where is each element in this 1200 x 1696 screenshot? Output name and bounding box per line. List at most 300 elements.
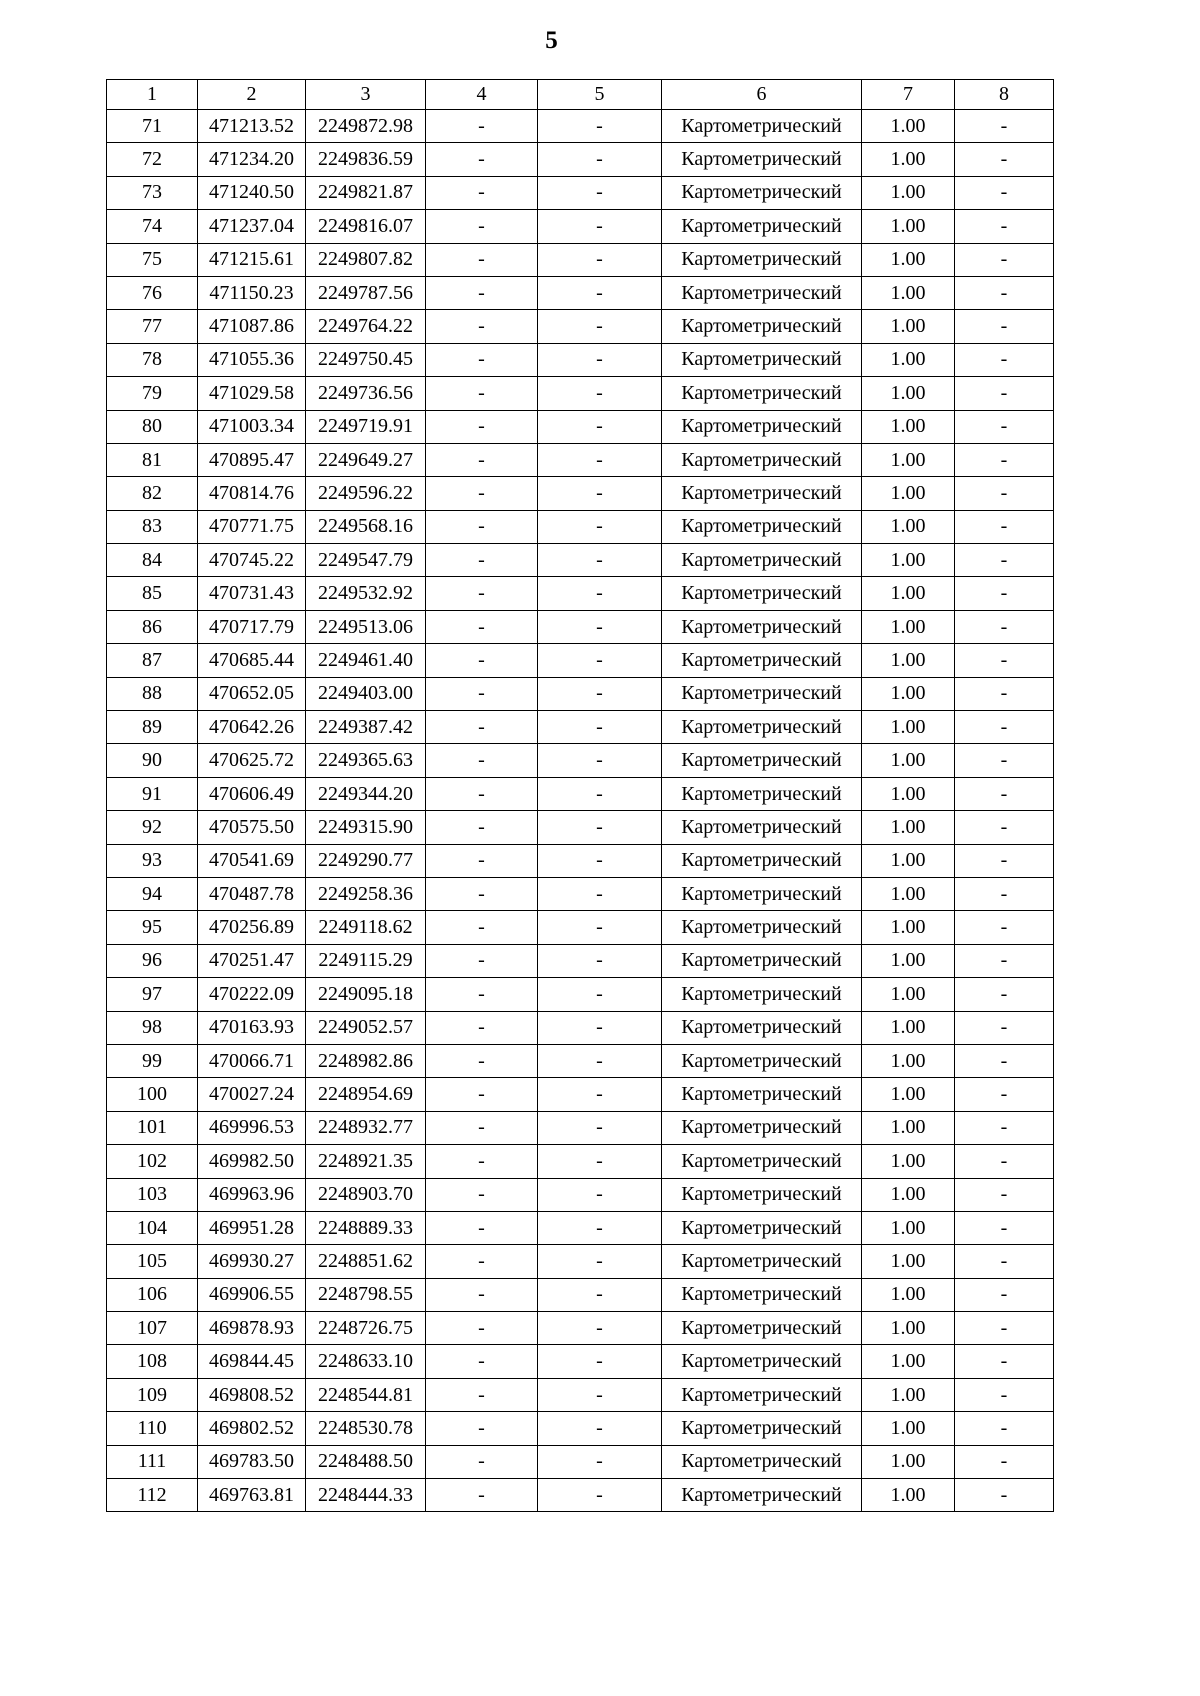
col8-cell: -	[955, 1211, 1054, 1244]
table-row	[107, 577, 1054, 610]
table-row	[107, 911, 1054, 944]
point-number-cell: 108	[107, 1345, 198, 1378]
method-cell: Картометрический	[662, 1211, 862, 1244]
point-number-cell: 90	[107, 744, 198, 777]
point-number-cell: 103	[107, 1178, 198, 1211]
point-number-cell: 82	[107, 477, 198, 510]
method-cell: Картометрический	[662, 1378, 862, 1411]
accuracy-cell: 1.00	[862, 1245, 955, 1278]
point-number-cell: 96	[107, 944, 198, 977]
point-number-cell: 95	[107, 911, 198, 944]
y-coordinate-cell: 2249513.06	[306, 610, 426, 643]
col5-cell: -	[538, 544, 662, 577]
col5-cell: -	[538, 1445, 662, 1478]
col8-cell: -	[955, 1278, 1054, 1311]
col5-cell: -	[538, 1245, 662, 1278]
x-coordinate-cell: 470771.75	[198, 510, 306, 543]
col4-cell: -	[426, 811, 538, 844]
y-coordinate-cell: 2248903.70	[306, 1178, 426, 1211]
col5-cell: -	[538, 811, 662, 844]
col5-cell: -	[538, 1479, 662, 1512]
point-number-cell: 102	[107, 1145, 198, 1178]
table-row	[107, 877, 1054, 910]
point-number-cell: 74	[107, 210, 198, 243]
col4-cell: -	[426, 1211, 538, 1244]
table-row	[107, 711, 1054, 744]
col4-cell: -	[426, 1378, 538, 1411]
col4-cell: -	[426, 143, 538, 176]
accuracy-cell: 1.00	[862, 210, 955, 243]
y-coordinate-cell: 2249547.79	[306, 544, 426, 577]
accuracy-cell: 1.00	[862, 176, 955, 209]
table-row	[107, 1111, 1054, 1144]
x-coordinate-cell: 469951.28	[198, 1211, 306, 1244]
y-coordinate-cell: 2249290.77	[306, 844, 426, 877]
x-coordinate-cell: 470606.49	[198, 777, 306, 810]
col5-cell: -	[538, 744, 662, 777]
point-number-cell: 84	[107, 544, 198, 577]
y-coordinate-cell: 2249365.63	[306, 744, 426, 777]
table-row	[107, 644, 1054, 677]
table-row	[107, 777, 1054, 810]
col5-cell: -	[538, 610, 662, 643]
col8-cell: -	[955, 944, 1054, 977]
point-number-cell: 83	[107, 510, 198, 543]
accuracy-cell: 1.00	[862, 978, 955, 1011]
table-row	[107, 1245, 1054, 1278]
col8-cell: -	[955, 110, 1054, 143]
table-row	[107, 844, 1054, 877]
table-row	[107, 510, 1054, 543]
y-coordinate-cell: 2249095.18	[306, 978, 426, 1011]
col4-cell: -	[426, 544, 538, 577]
point-number-cell: 72	[107, 143, 198, 176]
col5-cell: -	[538, 1312, 662, 1345]
col5-cell: -	[538, 143, 662, 176]
table-row	[107, 610, 1054, 643]
method-cell: Картометрический	[662, 410, 862, 443]
method-cell: Картометрический	[662, 110, 862, 143]
table-row	[107, 377, 1054, 410]
col4-cell: -	[426, 377, 538, 410]
col8-cell: -	[955, 1044, 1054, 1077]
col8-cell: -	[955, 1178, 1054, 1211]
col5-cell: -	[538, 1111, 662, 1144]
x-coordinate-cell: 471237.04	[198, 210, 306, 243]
x-coordinate-cell: 470251.47	[198, 944, 306, 977]
col8-cell: -	[955, 777, 1054, 810]
col5-cell: -	[538, 410, 662, 443]
x-coordinate-cell: 470745.22	[198, 544, 306, 577]
table-row	[107, 176, 1054, 209]
point-number-cell: 107	[107, 1312, 198, 1345]
accuracy-cell: 1.00	[862, 143, 955, 176]
accuracy-cell: 1.00	[862, 1378, 955, 1411]
accuracy-cell: 1.00	[862, 1312, 955, 1345]
accuracy-cell: 1.00	[862, 777, 955, 810]
y-coordinate-cell: 2249764.22	[306, 310, 426, 343]
point-number-cell: 97	[107, 978, 198, 1011]
x-coordinate-cell: 471087.86	[198, 310, 306, 343]
col5-cell: -	[538, 711, 662, 744]
col4-cell: -	[426, 410, 538, 443]
y-coordinate-cell: 2248726.75	[306, 1312, 426, 1345]
table-row	[107, 1011, 1054, 1044]
coordinates-table	[106, 79, 1054, 1512]
y-coordinate-cell: 2248544.81	[306, 1378, 426, 1411]
method-cell: Картометрический	[662, 1044, 862, 1077]
method-cell: Картометрический	[662, 577, 862, 610]
method-cell: Картометрический	[662, 1312, 862, 1345]
y-coordinate-cell: 2248921.35	[306, 1145, 426, 1178]
col4-cell: -	[426, 110, 538, 143]
method-cell: Картометрический	[662, 477, 862, 510]
accuracy-cell: 1.00	[862, 877, 955, 910]
y-coordinate-cell: 2248932.77	[306, 1111, 426, 1144]
col5-cell: -	[538, 377, 662, 410]
y-coordinate-cell: 2249387.42	[306, 711, 426, 744]
method-cell: Картометрический	[662, 877, 862, 910]
header-col-point-number: 1	[107, 80, 198, 110]
col8-cell: -	[955, 1412, 1054, 1445]
accuracy-cell: 1.00	[862, 1178, 955, 1211]
method-cell: Картометрический	[662, 944, 862, 977]
col5-cell: -	[538, 1178, 662, 1211]
method-cell: Картометрический	[662, 143, 862, 176]
method-cell: Картометрический	[662, 1412, 862, 1445]
col8-cell: -	[955, 644, 1054, 677]
point-number-cell: 104	[107, 1211, 198, 1244]
x-coordinate-cell: 469996.53	[198, 1111, 306, 1144]
table-row	[107, 1278, 1054, 1311]
y-coordinate-cell: 2249787.56	[306, 276, 426, 309]
col4-cell: -	[426, 610, 538, 643]
table-row	[107, 811, 1054, 844]
col5-cell: -	[538, 978, 662, 1011]
col5-cell: -	[538, 510, 662, 543]
col4-cell: -	[426, 577, 538, 610]
accuracy-cell: 1.00	[862, 1011, 955, 1044]
method-cell: Картометрический	[662, 310, 862, 343]
accuracy-cell: 1.00	[862, 844, 955, 877]
col5-cell: -	[538, 443, 662, 476]
col5-cell: -	[538, 310, 662, 343]
x-coordinate-cell: 470163.93	[198, 1011, 306, 1044]
x-coordinate-cell: 470717.79	[198, 610, 306, 643]
point-number-cell: 94	[107, 877, 198, 910]
col5-cell: -	[538, 1211, 662, 1244]
y-coordinate-cell: 2249596.22	[306, 477, 426, 510]
table-row	[107, 544, 1054, 577]
accuracy-cell: 1.00	[862, 310, 955, 343]
col5-cell: -	[538, 844, 662, 877]
col4-cell: -	[426, 176, 538, 209]
col5-cell: -	[538, 276, 662, 309]
accuracy-cell: 1.00	[862, 443, 955, 476]
col8-cell: -	[955, 1445, 1054, 1478]
col4-cell: -	[426, 1412, 538, 1445]
col8-cell: -	[955, 911, 1054, 944]
x-coordinate-cell: 469802.52	[198, 1412, 306, 1445]
accuracy-cell: 1.00	[862, 343, 955, 376]
x-coordinate-cell: 469963.96	[198, 1178, 306, 1211]
method-cell: Картометрический	[662, 1145, 862, 1178]
point-number-cell: 87	[107, 644, 198, 677]
point-number-cell: 111	[107, 1445, 198, 1478]
x-coordinate-cell: 471029.58	[198, 377, 306, 410]
point-number-cell: 80	[107, 410, 198, 443]
col4-cell: -	[426, 911, 538, 944]
accuracy-cell: 1.00	[862, 677, 955, 710]
y-coordinate-cell: 2249403.00	[306, 677, 426, 710]
col4-cell: -	[426, 243, 538, 276]
col5-cell: -	[538, 877, 662, 910]
y-coordinate-cell: 2248851.62	[306, 1245, 426, 1278]
accuracy-cell: 1.00	[862, 1479, 955, 1512]
col8-cell: -	[955, 610, 1054, 643]
y-coordinate-cell: 2249821.87	[306, 176, 426, 209]
header-col-accuracy: 7	[862, 80, 955, 110]
method-cell: Картометрический	[662, 1111, 862, 1144]
col8-cell: -	[955, 577, 1054, 610]
col5-cell: -	[538, 243, 662, 276]
accuracy-cell: 1.00	[862, 644, 955, 677]
table-header-row	[107, 80, 1054, 110]
x-coordinate-cell: 470685.44	[198, 644, 306, 677]
method-cell: Картометрический	[662, 1345, 862, 1378]
col8-cell: -	[955, 510, 1054, 543]
point-number-cell: 91	[107, 777, 198, 810]
method-cell: Картометрический	[662, 711, 862, 744]
y-coordinate-cell: 2249719.91	[306, 410, 426, 443]
col8-cell: -	[955, 978, 1054, 1011]
method-cell: Картометрический	[662, 777, 862, 810]
method-cell: Картометрический	[662, 1445, 862, 1478]
col8-cell: -	[955, 1111, 1054, 1144]
col8-cell: -	[955, 1312, 1054, 1345]
x-coordinate-cell: 471213.52	[198, 110, 306, 143]
accuracy-cell: 1.00	[862, 410, 955, 443]
point-number-cell: 99	[107, 1044, 198, 1077]
col4-cell: -	[426, 1312, 538, 1345]
col8-cell: -	[955, 410, 1054, 443]
method-cell: Картометрический	[662, 978, 862, 1011]
col4-cell: -	[426, 1111, 538, 1144]
col5-cell: -	[538, 210, 662, 243]
point-number-cell: 105	[107, 1245, 198, 1278]
col8-cell: -	[955, 343, 1054, 376]
col4-cell: -	[426, 1011, 538, 1044]
y-coordinate-cell: 2248889.33	[306, 1211, 426, 1244]
col4-cell: -	[426, 777, 538, 810]
col8-cell: -	[955, 1345, 1054, 1378]
table-row	[107, 310, 1054, 343]
y-coordinate-cell: 2248444.33	[306, 1479, 426, 1512]
table-row	[107, 143, 1054, 176]
header-col-4: 4	[426, 80, 538, 110]
point-number-cell: 86	[107, 610, 198, 643]
y-coordinate-cell: 2248530.78	[306, 1412, 426, 1445]
accuracy-cell: 1.00	[862, 544, 955, 577]
col4-cell: -	[426, 1145, 538, 1178]
col8-cell: -	[955, 711, 1054, 744]
col5-cell: -	[538, 1345, 662, 1378]
col4-cell: -	[426, 343, 538, 376]
table-row	[107, 1445, 1054, 1478]
col5-cell: -	[538, 176, 662, 209]
x-coordinate-cell: 471003.34	[198, 410, 306, 443]
x-coordinate-cell: 471240.50	[198, 176, 306, 209]
col5-cell: -	[538, 777, 662, 810]
col8-cell: -	[955, 377, 1054, 410]
col8-cell: -	[955, 811, 1054, 844]
header-col-x: 2	[198, 80, 306, 110]
y-coordinate-cell: 2248954.69	[306, 1078, 426, 1111]
accuracy-cell: 1.00	[862, 1044, 955, 1077]
table-row	[107, 276, 1054, 309]
col4-cell: -	[426, 877, 538, 910]
table-row	[107, 1345, 1054, 1378]
col4-cell: -	[426, 1445, 538, 1478]
point-number-cell: 77	[107, 310, 198, 343]
method-cell: Картометрический	[662, 1479, 862, 1512]
accuracy-cell: 1.00	[862, 711, 955, 744]
accuracy-cell: 1.00	[862, 1412, 955, 1445]
col4-cell: -	[426, 1479, 538, 1512]
y-coordinate-cell: 2249568.16	[306, 510, 426, 543]
col5-cell: -	[538, 110, 662, 143]
col4-cell: -	[426, 1278, 538, 1311]
x-coordinate-cell: 470814.76	[198, 477, 306, 510]
point-number-cell: 101	[107, 1111, 198, 1144]
table-row	[107, 744, 1054, 777]
accuracy-cell: 1.00	[862, 1111, 955, 1144]
x-coordinate-cell: 471215.61	[198, 243, 306, 276]
y-coordinate-cell: 2249807.82	[306, 243, 426, 276]
col5-cell: -	[538, 1278, 662, 1311]
y-coordinate-cell: 2248488.50	[306, 1445, 426, 1478]
x-coordinate-cell: 470541.69	[198, 844, 306, 877]
x-coordinate-cell: 469844.45	[198, 1345, 306, 1378]
accuracy-cell: 1.00	[862, 1211, 955, 1244]
table-row	[107, 443, 1054, 476]
col8-cell: -	[955, 1145, 1054, 1178]
col4-cell: -	[426, 1178, 538, 1211]
col8-cell: -	[955, 1245, 1054, 1278]
x-coordinate-cell: 470066.71	[198, 1044, 306, 1077]
col5-cell: -	[538, 1412, 662, 1445]
accuracy-cell: 1.00	[862, 276, 955, 309]
point-number-cell: 71	[107, 110, 198, 143]
point-number-cell: 106	[107, 1278, 198, 1311]
method-cell: Картометрический	[662, 844, 862, 877]
col4-cell: -	[426, 644, 538, 677]
x-coordinate-cell: 469763.81	[198, 1479, 306, 1512]
table-row	[107, 1145, 1054, 1178]
method-cell: Картометрический	[662, 210, 862, 243]
x-coordinate-cell: 471055.36	[198, 343, 306, 376]
col4-cell: -	[426, 744, 538, 777]
accuracy-cell: 1.00	[862, 1278, 955, 1311]
table-row	[107, 343, 1054, 376]
table-row	[107, 1312, 1054, 1345]
point-number-cell: 92	[107, 811, 198, 844]
header-col-5: 5	[538, 80, 662, 110]
method-cell: Картометрический	[662, 1278, 862, 1311]
y-coordinate-cell: 2249052.57	[306, 1011, 426, 1044]
col8-cell: -	[955, 1479, 1054, 1512]
method-cell: Картометрический	[662, 510, 862, 543]
header-col-8: 8	[955, 80, 1054, 110]
col5-cell: -	[538, 911, 662, 944]
method-cell: Картометрический	[662, 1178, 862, 1211]
point-number-cell: 89	[107, 711, 198, 744]
table-row	[107, 1178, 1054, 1211]
y-coordinate-cell: 2249344.20	[306, 777, 426, 810]
header-col-y: 3	[306, 80, 426, 110]
accuracy-cell: 1.00	[862, 1445, 955, 1478]
x-coordinate-cell: 470256.89	[198, 911, 306, 944]
point-number-cell: 100	[107, 1078, 198, 1111]
page-number: 5	[545, 27, 558, 54]
col5-cell: -	[538, 477, 662, 510]
table-row	[107, 1479, 1054, 1512]
x-coordinate-cell: 469982.50	[198, 1145, 306, 1178]
point-number-cell: 93	[107, 844, 198, 877]
col4-cell: -	[426, 1245, 538, 1278]
accuracy-cell: 1.00	[862, 477, 955, 510]
header-col-method: 6	[662, 80, 862, 110]
y-coordinate-cell: 2249736.56	[306, 377, 426, 410]
col4-cell: -	[426, 1044, 538, 1077]
table-row	[107, 110, 1054, 143]
y-coordinate-cell: 2248798.55	[306, 1278, 426, 1311]
x-coordinate-cell: 470895.47	[198, 443, 306, 476]
x-coordinate-cell: 469808.52	[198, 1378, 306, 1411]
table-row	[107, 1078, 1054, 1111]
col4-cell: -	[426, 844, 538, 877]
table-row	[107, 978, 1054, 1011]
x-coordinate-cell: 469783.50	[198, 1445, 306, 1478]
col4-cell: -	[426, 510, 538, 543]
table-row	[107, 1378, 1054, 1411]
col8-cell: -	[955, 276, 1054, 309]
accuracy-cell: 1.00	[862, 243, 955, 276]
accuracy-cell: 1.00	[862, 577, 955, 610]
y-coordinate-cell: 2249836.59	[306, 143, 426, 176]
y-coordinate-cell: 2248982.86	[306, 1044, 426, 1077]
col8-cell: -	[955, 1011, 1054, 1044]
col4-cell: -	[426, 1345, 538, 1378]
x-coordinate-cell: 470642.26	[198, 711, 306, 744]
col5-cell: -	[538, 1378, 662, 1411]
y-coordinate-cell: 2249532.92	[306, 577, 426, 610]
method-cell: Картометрический	[662, 544, 862, 577]
col5-cell: -	[538, 1145, 662, 1178]
table-row	[107, 410, 1054, 443]
table-row	[107, 1412, 1054, 1445]
col5-cell: -	[538, 644, 662, 677]
method-cell: Картометрический	[662, 1078, 862, 1111]
table-row	[107, 210, 1054, 243]
table-row	[107, 1044, 1054, 1077]
x-coordinate-cell: 471150.23	[198, 276, 306, 309]
col8-cell: -	[955, 310, 1054, 343]
col5-cell: -	[538, 1078, 662, 1111]
point-number-cell: 79	[107, 377, 198, 410]
accuracy-cell: 1.00	[862, 1345, 955, 1378]
method-cell: Картометрический	[662, 243, 862, 276]
